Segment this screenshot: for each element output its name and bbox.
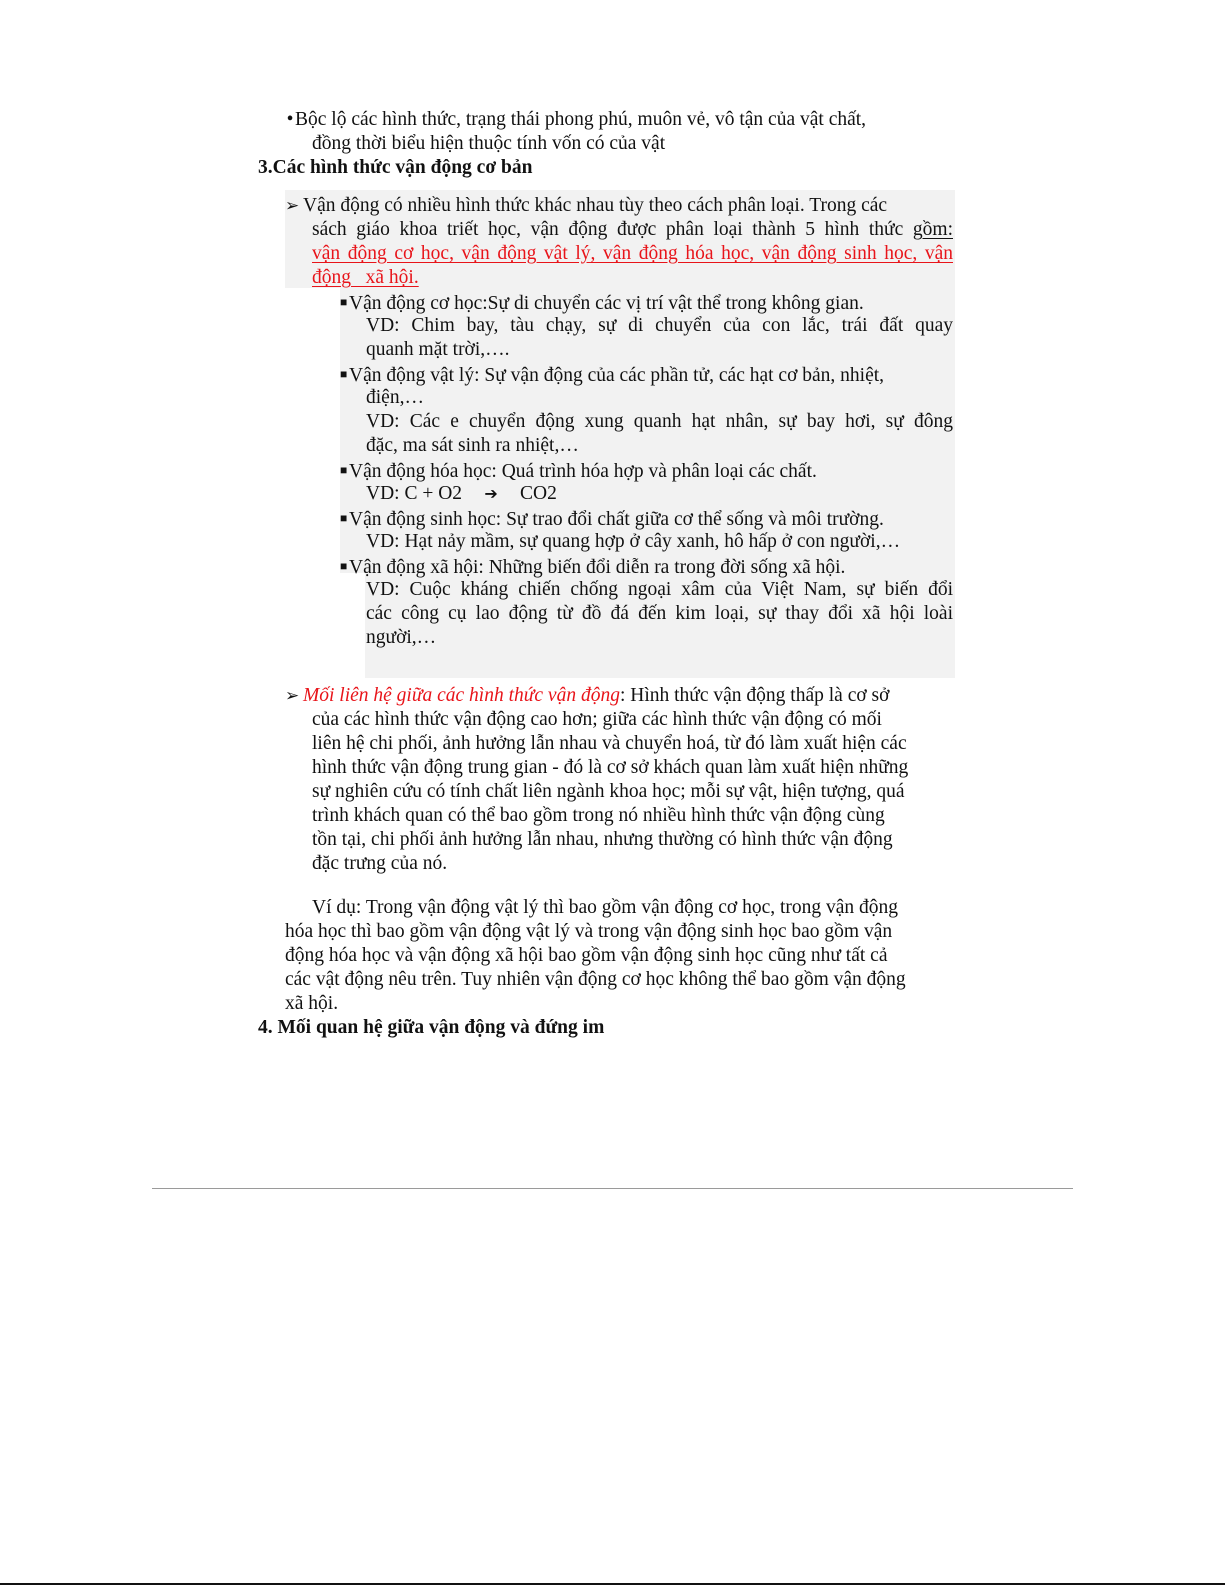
square-bullet-icon: ■ xyxy=(340,295,348,309)
p3-line-4: các vật động nêu trên. Tuy nhiên vận động cơ học không thể bao gồm vận động xyxy=(285,969,906,990)
sub-hoa-hoc-vd: VD: C + O2 ➔ CO2 xyxy=(366,482,557,507)
sub-vat-ly-vd-2: đặc, ma sát sinh ra nhiệt,… xyxy=(366,435,579,456)
sub-vat-ly-vd-1: VD: Các e chuyển động xung quanh hạt nhân, sự bay hơi, sự đông xyxy=(366,411,953,432)
sub-xa-hoi: ■Vận động xã hội: Những biến đổi diễn ra trong đời sống xã hội. xyxy=(340,554,845,580)
sub-xa-hoi-vd-1: VD: Cuộc kháng chiến chống ngoại xâm của Việt Nam, sự biến đổi xyxy=(366,579,953,600)
sub-xa-hoi-vd-2: các công cụ lao động từ đồ đá đến kim loại, sự thay đổi xã hội loài xyxy=(366,603,953,624)
p3-line-1: Ví dụ: Trong vận động vật lý thì bao gồm vận động cơ học, trong vận động xyxy=(312,897,899,918)
square-bullet-icon: ■ xyxy=(340,463,348,477)
p1-line-4: động xã hội. xyxy=(312,267,419,288)
section-heading-3: 3.Các hình thức vận động cơ bản xyxy=(258,157,533,178)
p2-line-5: sự nghiên cứu có tính chất liên ngành khoa học; mỗi sự vật, hiện tượng, quá xyxy=(312,781,905,802)
p1-line-3: vận động cơ học, vận động vật lý, vận động hóa học, vận động sinh học, vận xyxy=(312,243,953,264)
sub-vat-ly-1: ■Vận động vật lý: Sự vận động của các phần tử, các hạt cơ bản, nhiệt, xyxy=(340,362,884,388)
bullet-dot-icon: • xyxy=(286,109,294,130)
arrow-bullet-icon: ➢ xyxy=(285,196,300,215)
p1-line-1: ➢ Vận động có nhiều hình thức khác nhau tùy theo cách phân loại. Trong các xyxy=(285,195,888,216)
p1-line-2: sách giáo khoa triết học, vận động được phân loại thành 5 hình thức gồm: xyxy=(312,219,953,240)
sub-co-hoc: ■Vận động cơ học:Sự di chuyển các vị trí vật thể trong không gian. xyxy=(340,290,864,316)
sub-co-hoc-vd-2: quanh mặt trời,…. xyxy=(366,339,510,360)
p2-line-6: trình khách quan có thể bao gồm trong nó nhiều hình thức vận động cùng xyxy=(312,805,885,826)
intro-bullet-line-2: đồng thời biểu hiện thuộc tính vốn có của vật xyxy=(312,133,666,154)
p2-line-3: liên hệ chi phối, ảnh hưởng lẫn nhau và chuyển hoá, từ đó làm xuất hiện các xyxy=(312,733,907,754)
sub-sinh-hoc: ■Vận động sinh học: Sự trao đổi chất giữa cơ thể sống và môi trường. xyxy=(340,506,884,532)
p3-line-2: hóa học thì bao gồm vận động vật lý và trong vận động sinh học bao gồm vận xyxy=(285,921,893,942)
intro-bullet-line-1: •Bộc lộ các hình thức, trạng thái phong phú, muôn vẻ, vô tận của vật chất, xyxy=(286,109,867,130)
sub-co-hoc-vd-1: VD: Chim bay, tàu chạy, sự di chuyển của con lắc, trái đất quay xyxy=(366,315,953,336)
page-separator xyxy=(152,1188,1073,1189)
p2-line-2: của các hình thức vận động cao hơn; giữa các hình thức vận động có mối xyxy=(312,709,882,730)
right-arrow-icon: ➔ xyxy=(484,486,498,503)
sub-xa-hoi-vd-3: người,… xyxy=(366,627,437,648)
square-bullet-icon: ■ xyxy=(340,559,348,573)
p2-line-7: tồn tại, chi phối ảnh hưởng lẫn nhau, nhưng thường có hình thức vận động xyxy=(312,829,893,850)
section-heading-4: 4. Mối quan hệ giữa vận động và đứng im xyxy=(258,1017,605,1038)
p2-line-1: ➢ Mối liên hệ giữa các hình thức vận động: Hình thức vận động thấp là cơ sở xyxy=(285,685,890,706)
p2-line-4: hình thức vận động trung gian - đó là cơ sở khách quan làm xuất hiện những xyxy=(312,757,909,778)
sub-vat-ly-2: điện,… xyxy=(366,387,424,408)
sub-hoa-hoc: ■Vận động hóa học: Quá trình hóa hợp và phân loại các chất. xyxy=(340,458,817,484)
p3-line-3: động hóa học và vận động xã hội bao gồm vận động sinh học cũng như tất cả xyxy=(285,945,888,966)
p2-line-8: đặc trưng của nó. xyxy=(312,853,448,874)
square-bullet-icon: ■ xyxy=(340,511,348,525)
p3-line-5: xã hội. xyxy=(285,993,339,1014)
arrow-bullet-icon: ➢ xyxy=(285,686,300,705)
sub-sinh-hoc-vd: VD: Hạt nảy mầm, sự quang hợp ở cây xanh, hô hấp ở con người,… xyxy=(366,531,901,552)
square-bullet-icon: ■ xyxy=(340,367,348,381)
